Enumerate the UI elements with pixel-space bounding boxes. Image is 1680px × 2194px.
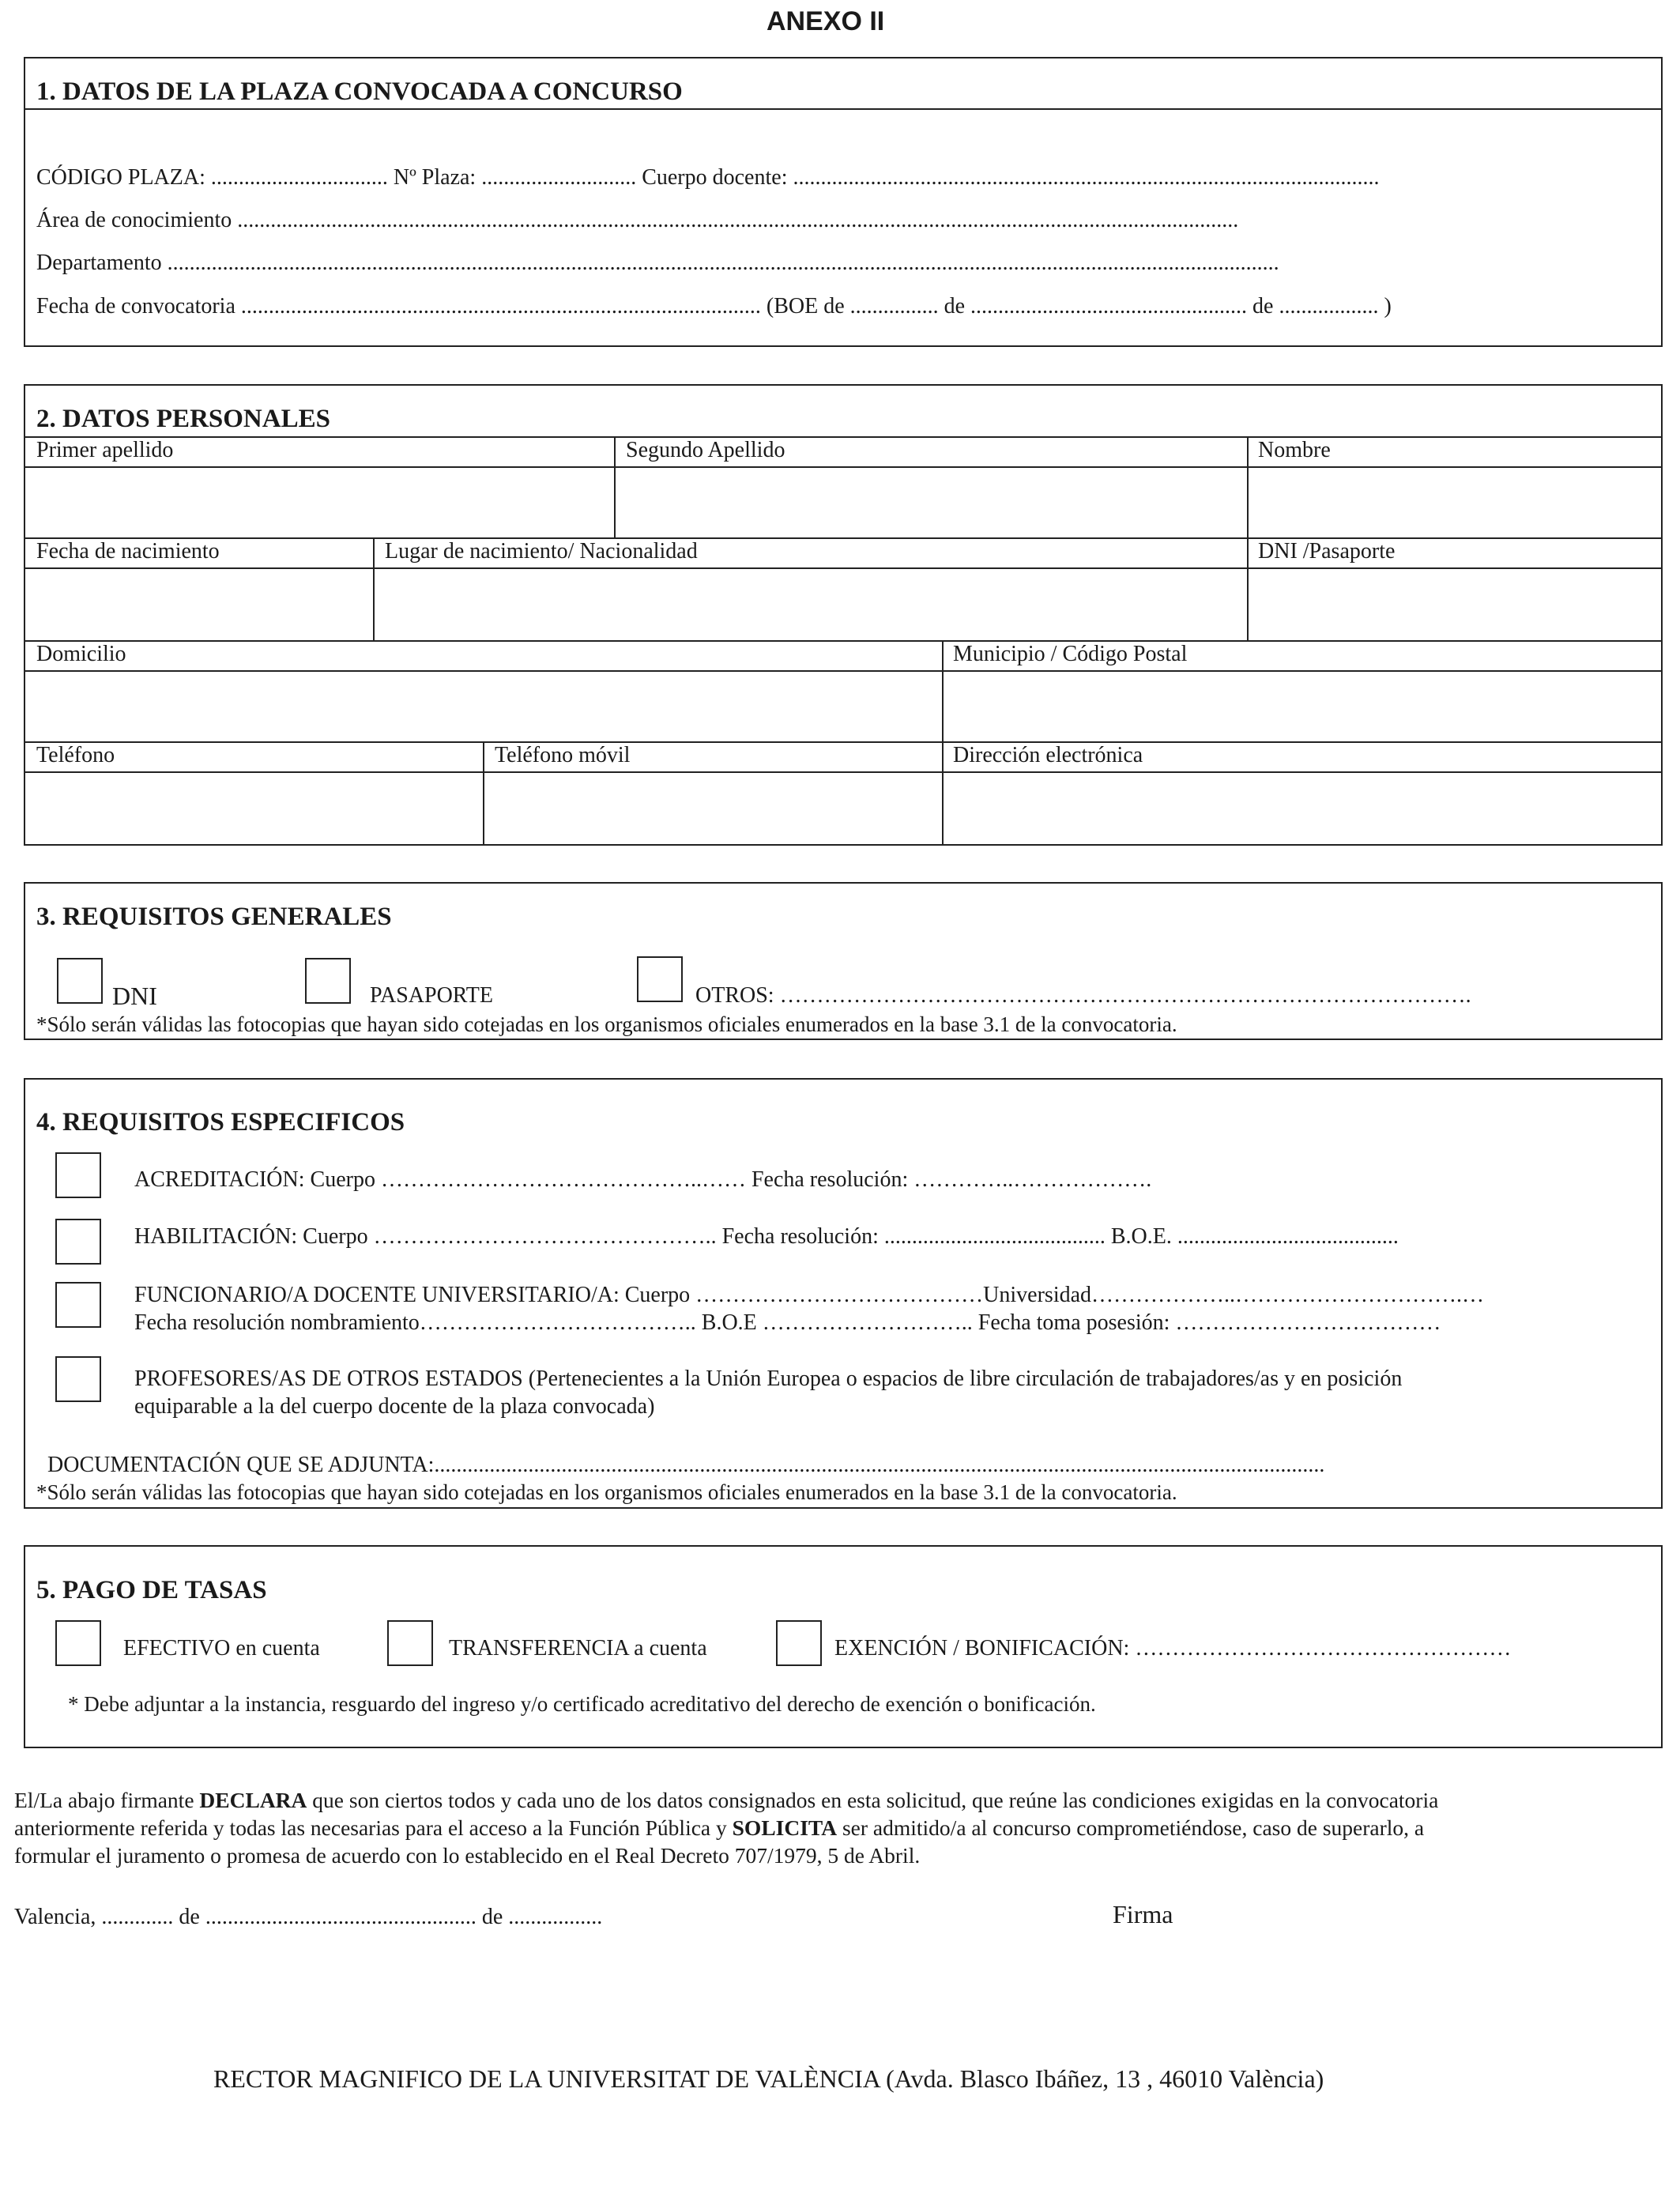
declaration-line-2 (14, 1815, 1424, 1841)
departamento-line[interactable]: Departamento ......................................................................................................................................................................................................... (36, 251, 1279, 275)
segundo-apellido-label: Segundo Apellido (626, 438, 785, 462)
lugar-nacimiento-field[interactable] (375, 569, 1245, 639)
telefono-label: Teléfono (36, 743, 115, 767)
otros-checkbox[interactable] (637, 956, 683, 1002)
acreditacion-line[interactable]: ACREDITACIÓN: Cuerpo ……………………………………..…… Fecha resolución: …………..………………. (134, 1167, 1152, 1192)
fecha-convocatoria-line[interactable]: Fecha de convocatoria .............................................................................................. (BOE de ................ de .................................................. de .................. ) (36, 294, 1392, 319)
declaration-text: anteriormente referida y todas las necesarias para el acceso a la Función Pública y (14, 1815, 733, 1840)
telefono-field[interactable] (25, 773, 481, 844)
telefono-movil-field[interactable] (484, 773, 940, 844)
area-conocimiento-line[interactable]: Área de conocimiento ..................................................................................................................................................................................... (36, 208, 1239, 232)
declaration-text: ser admitido/a al concurso comprometiéndose, caso de superarlo, a (837, 1815, 1425, 1840)
fecha-nacimiento-label: Fecha de nacimiento (36, 539, 220, 564)
section-4-note: *Sólo serán válidas las fotocopias que hayan sido cotejadas en los organismos oficiales enumerados en la base 3.1 de la convocatoria. (36, 1480, 1177, 1504)
section-3-title: 3. REQUISITOS GENERALES (36, 903, 392, 931)
efectivo-option-label: EFECTIVO en cuenta (123, 1636, 320, 1661)
transferencia-option-label: TRANSFERENCIA a cuenta (449, 1636, 707, 1661)
addressee-footer: RECTOR MAGNIFICO DE LA UNIVERSITAT DE VALÈNCIA (Avda. Blasco Ibáñez, 13 , 46010 València) (213, 2064, 1324, 2093)
section-2-title: 2. DATOS PERSONALES (36, 405, 330, 433)
dni-checkbox[interactable] (57, 958, 103, 1004)
grid-line (24, 537, 1663, 539)
habilitacion-checkbox[interactable] (55, 1219, 101, 1265)
dni-pasaporte-label: DNI /Pasaporte (1258, 539, 1396, 564)
section-4-title: 4. REQUISITOS ESPECIFICOS (36, 1108, 405, 1137)
documentacion-line[interactable]: DOCUMENTACIÓN QUE SE ADJUNTA:................................................................................................................................................................. (47, 1453, 1325, 1477)
exencion-option-line[interactable]: EXENCIÓN / BONIFICACIÓN: …………………………………………… (834, 1636, 1512, 1661)
otros-option-line[interactable]: OTROS: …………………………………………………………………………………. (695, 983, 1471, 1008)
municipio-label: Municipio / Código Postal (953, 642, 1188, 666)
place-date-line[interactable]: Valencia, ............. de ................................................. de ................. (14, 1905, 603, 1929)
domicilio-field[interactable] (25, 672, 940, 740)
section-5-note: * Debe adjuntar a la instancia, resguardo del ingreso y/o certificado acreditativo del derecho de exención o bonificación. (68, 1692, 1096, 1716)
primer-apellido-field[interactable] (25, 468, 612, 536)
profesores-line-2: equiparable a la del cuerpo docente de la plaza convocada) (134, 1394, 655, 1419)
funcionario-checkbox[interactable] (55, 1282, 101, 1328)
firma-label: Firma (1113, 1900, 1173, 1928)
nombre-label: Nombre (1258, 438, 1331, 462)
lugar-nacimiento-label: Lugar de nacimiento/ Nacionalidad (385, 539, 698, 564)
habilitacion-line[interactable]: HABILITACIÓN: Cuerpo ……………………………………….. Fecha resolución: ........................................ B.O.E. ........................................ (134, 1224, 1399, 1249)
telefono-movil-label: Teléfono móvil (495, 743, 631, 767)
acreditacion-checkbox[interactable] (55, 1152, 101, 1198)
page-title: ANEXO II (767, 6, 885, 36)
municipio-field[interactable] (944, 672, 1661, 740)
declaration-line-1 (14, 1788, 1438, 1813)
nombre-field[interactable] (1249, 468, 1661, 536)
grid-line (24, 436, 1663, 438)
profesores-otros-estados-checkbox[interactable] (55, 1356, 101, 1402)
grid-line (24, 640, 1663, 642)
pasaporte-option-label: PASAPORTE (370, 983, 494, 1008)
codigo-plaza-line[interactable]: CÓDIGO PLAZA: ................................ Nº Plaza: ............................ Cuerpo docente: .......................................................................................................... (36, 165, 1380, 190)
declaration-text: que son ciertos todos y cada uno de los datos consignados en esta solicitud, que reúne las condiciones exigidas en la convocatoria (307, 1788, 1439, 1812)
funcionario-line-2[interactable]: Fecha resolución nombramiento……………………………….. B.O.E ……………………….. Fecha toma posesión: ……………………………… (134, 1310, 1441, 1335)
segundo-apellido-field[interactable] (616, 468, 1245, 536)
declaration-text: El/La abajo firmante (14, 1788, 200, 1812)
fecha-nacimiento-field[interactable] (25, 569, 371, 639)
section-5-title: 5. PAGO DE TASAS (36, 1576, 267, 1604)
pasaporte-checkbox[interactable] (305, 958, 351, 1004)
section-3-note: *Sólo serán válidas las fotocopias que hayan sido cotejadas en los organismos oficiales enumerados en la base 3.1 de la convocatoria. (36, 1012, 1177, 1036)
section-1-divider (24, 108, 1663, 110)
email-label: Dirección electrónica (953, 743, 1143, 767)
exencion-checkbox[interactable] (776, 1620, 822, 1666)
declaration-line-3: formular el juramento o promesa de acuerdo con lo establecido en el Real Decreto 707/1979, 5 de Abril. (14, 1843, 921, 1868)
efectivo-checkbox[interactable] (55, 1620, 101, 1666)
profesores-line-1: PROFESORES/AS DE OTROS ESTADOS (Pertenecientes a la Unión Europea o espacios de libre circulación de trabajadores/as y en posición (134, 1367, 1403, 1391)
dni-pasaporte-field[interactable] (1249, 569, 1661, 639)
primer-apellido-label: Primer apellido (36, 438, 174, 462)
transferencia-checkbox[interactable] (387, 1620, 433, 1666)
declara-keyword: DECLARA (199, 1788, 307, 1812)
domicilio-label: Domicilio (36, 642, 126, 666)
solicita-keyword: SOLICITA (732, 1815, 838, 1840)
section-1-title: 1. DATOS DE LA PLAZA CONVOCADA A CONCURSO (36, 77, 683, 106)
funcionario-line-1[interactable]: FUNCIONARIO/A DOCENTE UNIVERSITARIO/A: Cuerpo …………………………………Universidad………………..………………………….… (134, 1283, 1485, 1307)
grid-line (24, 741, 1663, 743)
email-field[interactable] (944, 773, 1661, 844)
dni-option-label: DNI (112, 982, 157, 1010)
